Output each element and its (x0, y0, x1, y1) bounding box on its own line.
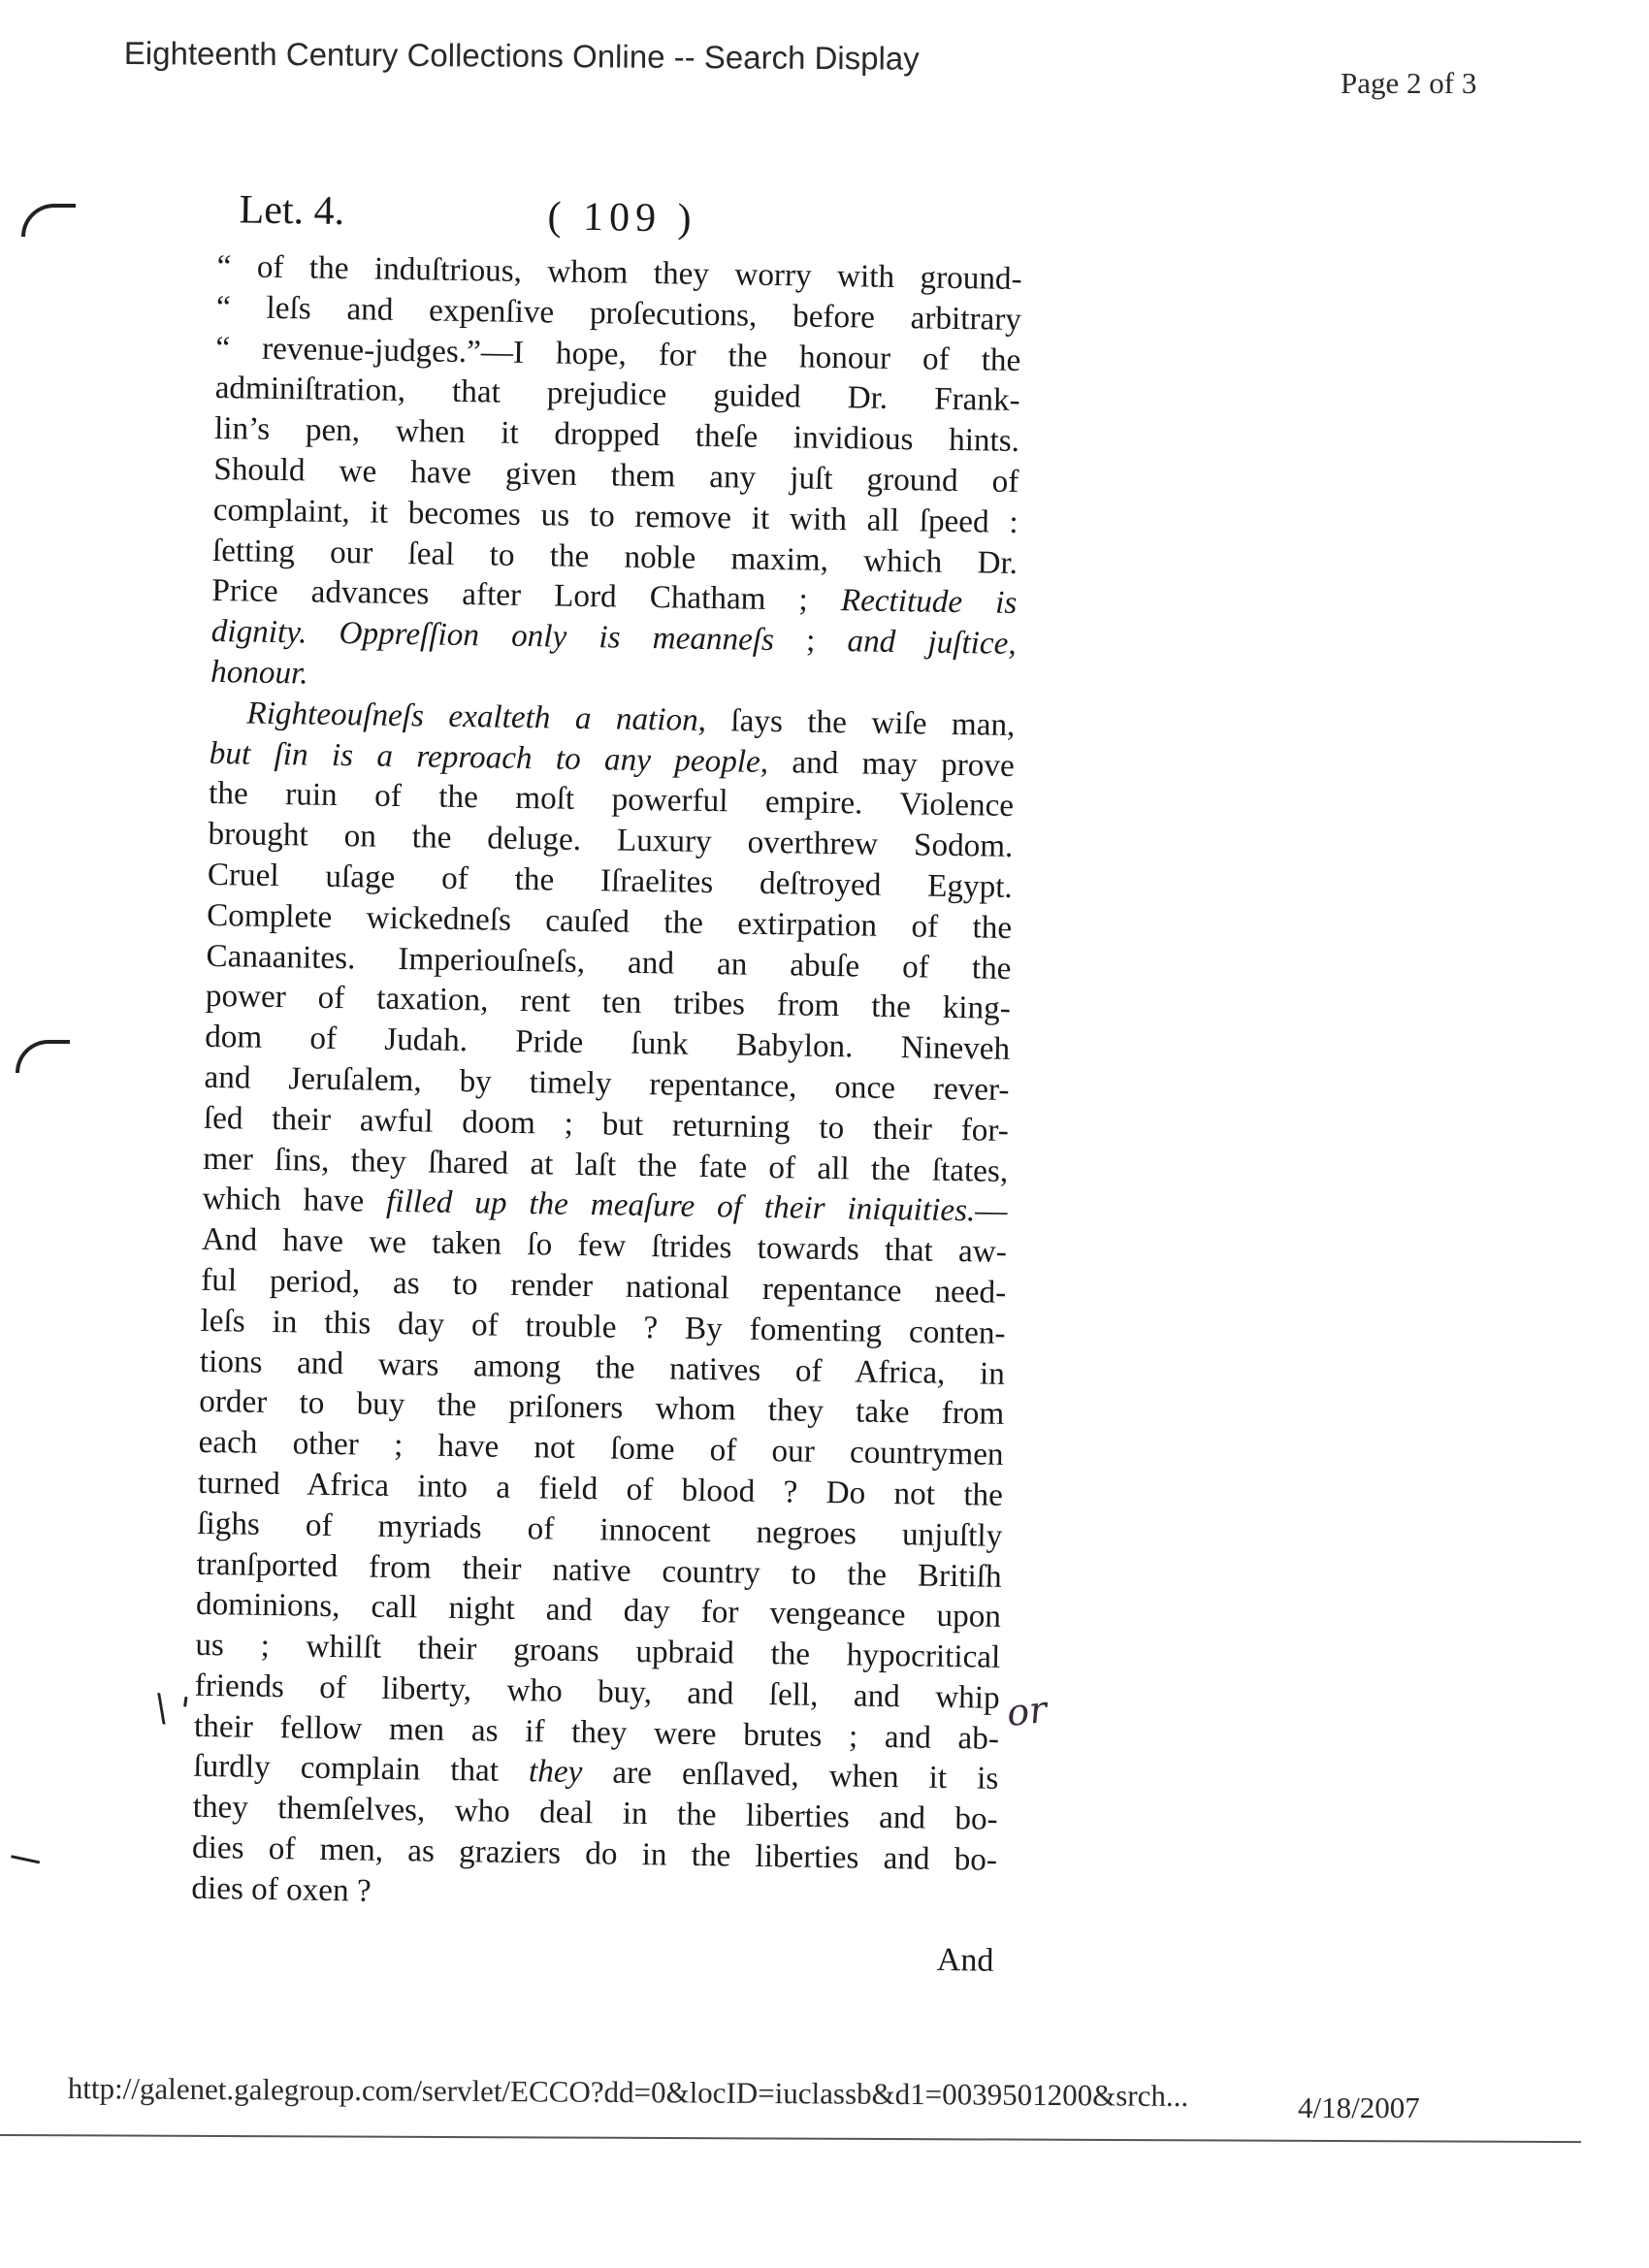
text-line: adminiſtration, that prejudice guided Dr. Frank- (214, 370, 1020, 419)
text-line: us ; whilſt their groans upbraid the hypocritical (195, 1626, 1001, 1675)
text-line: and Jeruſalem, by timely repentance, once rever- (204, 1058, 1010, 1108)
text-line: dignity. Oppreſſion only is meanneſs ; and juſtice, (210, 613, 1017, 663)
text-line: complaint, it becomes us to remove it with all ſpeed : (212, 491, 1018, 540)
text-line: “ of the induſtrious, whom they worry with ground- (216, 247, 1022, 298)
text-line: ſed their awful doom ; but returning to their for- (203, 1099, 1010, 1149)
punch-hole-mark (16, 1040, 70, 1073)
page-number: ( 109 ) (547, 194, 697, 242)
text-line: ſighs of myriads of innocent negroes unjuſtly (197, 1505, 1003, 1554)
text-line: order to buy the priſoners whom they take from (199, 1383, 1005, 1433)
text-line: honour. (210, 653, 308, 692)
text-line: dom of Judah. Pride ſunk Babylon. Nineveh (204, 1019, 1011, 1068)
scanned-book-page (190, 186, 1023, 1979)
text-line: the ruin of the moſt powerful empire. Violence (208, 775, 1015, 825)
text-line: each other ; have not ſome of our countrymen (198, 1423, 1004, 1473)
text-line: “ leſs and expenſive proſecutions, before arbitrary (215, 288, 1022, 338)
text-line: mer ſins, they ſhared at laſt the fate of all the ſtates, (202, 1140, 1009, 1189)
text-line: ful period, as to render national repentance need- (201, 1261, 1007, 1311)
text-line: turned Africa into a field of blood ? Do not the (197, 1464, 1004, 1513)
text-line: Should we have given them any juſt ground of (213, 450, 1019, 500)
text-line: And have we taken ſo few ſtrides towards that aw- (201, 1220, 1008, 1271)
handwritten-margin-mark: \ ' (152, 1685, 193, 1733)
text-line: dominions, call night and day for vengeance upon (195, 1586, 1002, 1636)
text-line: Cruel uſage of the Iſraelites deſtroyed Egypt. (207, 856, 1014, 905)
text-line: ſetting our ſeal to the noble maxim, which Dr. (211, 532, 1018, 581)
text-line: dies of oxen ? (191, 1869, 372, 1909)
text-line: Price advances after Lord Chatham ; Rectitude is (211, 572, 1018, 622)
text-line: they themſelves, who deal in the liberties and bo- (192, 1789, 998, 1838)
punch-hole-mark (5, 1855, 40, 1893)
print-header-title: Eighteenth Century Collections Online -- Search Display (123, 35, 920, 77)
footer-rule (0, 2134, 1581, 2143)
text-line: “ revenue-judges.”—I hope, for the honour of the (215, 329, 1021, 378)
page-indicator: Page 2 of 3 (1341, 66, 1477, 100)
text-line: Complete wickedneſs cauſed the extirpation of the (206, 896, 1013, 946)
text-line: power of taxation, rent ten tribes from the king- (205, 978, 1012, 1027)
text-line: Righteouſneſs exalteth a nation, ſays the wiſe man, (246, 695, 1016, 743)
text-line: ſurdly complain that they are enſlaved, when it is (193, 1748, 999, 1798)
text-line: but ſin is a reproach to any people, and may prove (209, 734, 1016, 784)
text-line: friends of liberty, who buy, and ſell, and whip (194, 1667, 1000, 1716)
text-line: brought on the deluge. Luxury overthrew Sodom. (208, 816, 1014, 865)
text-line: Canaanites. Imperiouſneſs, and an abuſe of the (206, 937, 1012, 987)
text-line: tranſported from their native country to the Britiſh (196, 1545, 1002, 1595)
text-line: which have filled up the meaſure of their iniquities.— (202, 1181, 1008, 1230)
text-line: their fellow men as if they were brutes ; and ab- (193, 1707, 1000, 1757)
punch-hole-mark (21, 204, 76, 237)
print-footer-url: http://galenet.galegroup.com/servlet/ECCO?dd=0&locID=iuclassb&d1=0039501200&srch... (67, 2071, 1189, 2114)
body-text (191, 246, 1022, 1921)
text-line: dies of men, as graziers do in the liberties and bo- (191, 1829, 998, 1878)
text-line: lin’s pen, when it dropped theſe invidious hints. (213, 410, 1020, 460)
letter-number: Let. 4. (239, 187, 345, 235)
text-line: tions and wars among the natives of Africa, in (199, 1343, 1006, 1392)
running-head (217, 186, 1023, 259)
handwritten-margin-note: or (1004, 1687, 1050, 1735)
text-line: leſs in this day of trouble ? By fomenting conten- (200, 1302, 1006, 1351)
catchword: And (936, 1941, 994, 1979)
print-footer-date: 4/18/2007 (1298, 2090, 1420, 2124)
